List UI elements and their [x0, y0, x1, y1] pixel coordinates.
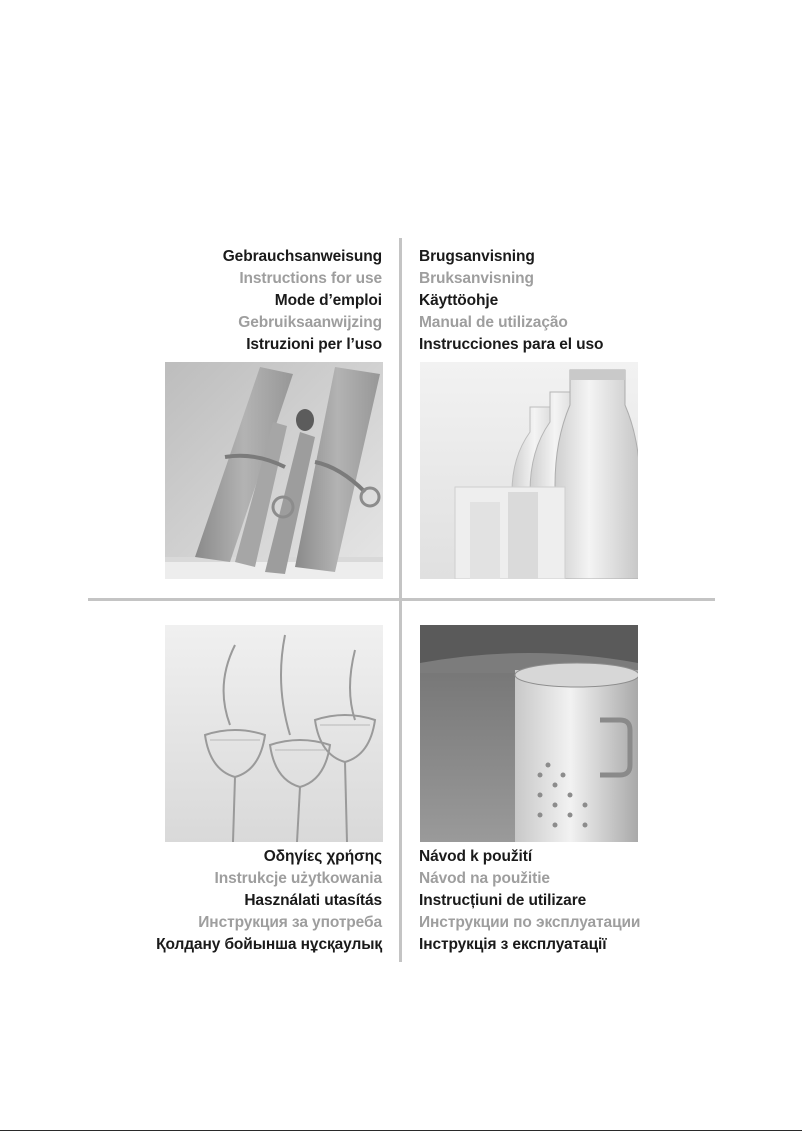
bottom-edge-line [0, 1130, 802, 1131]
wine-glasses-photo [165, 625, 383, 842]
title-english: Instructions for use [239, 270, 382, 287]
title-portuguese: Manual de utilização [419, 314, 568, 331]
title-french: Mode d’emploi [274, 292, 382, 309]
title-hungarian: Használati utasítás [244, 892, 382, 909]
milk-bottles-photo [420, 362, 638, 579]
title-norwegian: Bruksanvisning [419, 270, 534, 287]
horizontal-divider [88, 598, 715, 601]
titles-top-left [223, 246, 382, 356]
title-danish: Brugsanvisning [419, 248, 535, 265]
title-dutch: Gebruiksaanwijzing [238, 314, 382, 331]
title-greek: Οδηγίες χρήσης [263, 848, 382, 865]
title-italian: Istruzioni per l’uso [246, 336, 382, 353]
title-bulgarian: Инструкция за употреба [198, 914, 382, 931]
title-spanish: Instrucciones para el uso [419, 336, 604, 353]
title-kazakh: Қолдану бойынша нұсқаулық [156, 936, 382, 953]
title-ukrainian: Інструкція з експлуатації [419, 936, 607, 953]
titles-bottom-right [419, 846, 640, 956]
title-russian: Инструкции по эксплуатации [419, 914, 641, 931]
clothespins-photo [165, 362, 383, 579]
title-polish: Instrukcje użytkowania [214, 870, 382, 887]
titles-top-right [419, 246, 603, 356]
title-romanian: Instrucțiuni de utilizare [419, 892, 587, 909]
steel-pot-photo [420, 625, 638, 842]
title-german: Gebrauchsanweisung [222, 248, 382, 265]
title-czech: Návod k použití [419, 848, 533, 865]
titles-bottom-left [156, 846, 382, 956]
title-finnish: Käyttöohje [419, 292, 499, 309]
title-slovak: Návod na použitie [419, 870, 550, 887]
